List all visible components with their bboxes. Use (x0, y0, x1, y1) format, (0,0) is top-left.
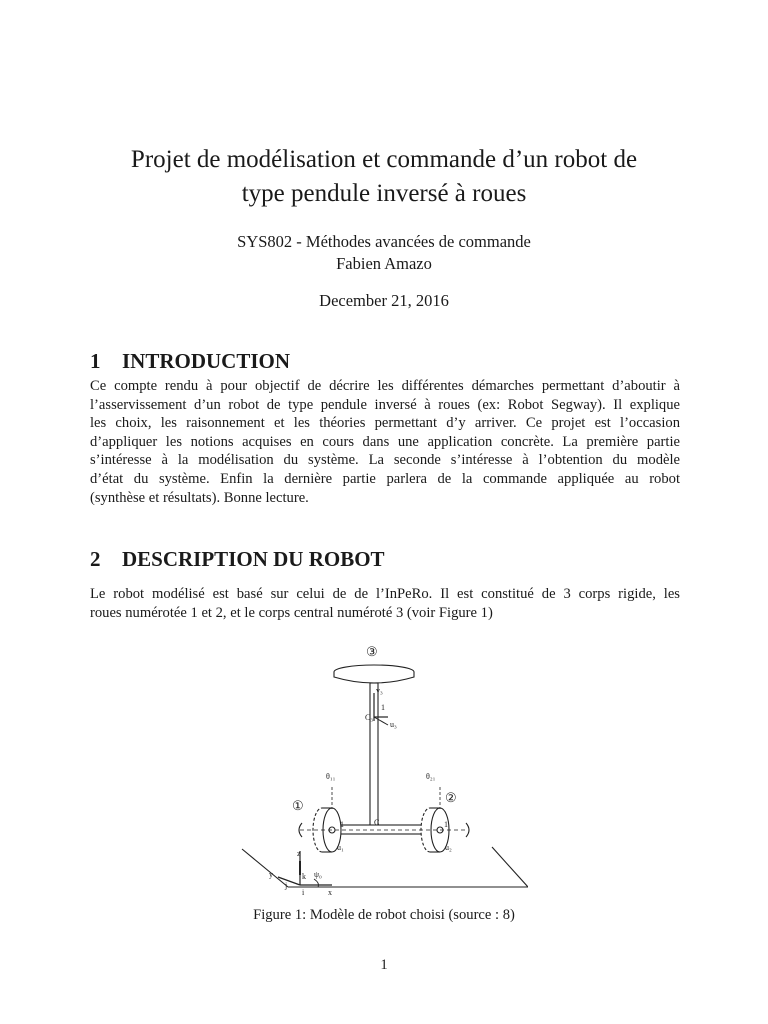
section-heading-description (90, 546, 385, 572)
label-one-left: 1 (340, 820, 344, 829)
ground-edge-left (242, 849, 288, 887)
paragraph-line: s’intéresse à la modélisation du système. La seconde s’intéresse à l’obtention du modèle (90, 452, 680, 469)
document-date: December 21, 2016 (319, 291, 449, 310)
label-axis-x: x (328, 888, 332, 896)
robot-figure (240, 639, 528, 896)
page-number: 1 (380, 957, 388, 973)
paragraph-line: d’état du système. Enfin la dernière partie parlera de la commande appliquée au robot (90, 470, 680, 487)
label-body-1: ① (292, 798, 304, 813)
paragraph-line: les choix, les raisonnement et les théories permettant d’y arriver. Ce projet est l’occasion (90, 415, 680, 432)
paragraph-line: Le robot modélisé est basé sur celui de de l’InPeRo. Il est constitué de 3 corps rigide, les (90, 586, 680, 602)
paragraph-line: roues numérotée 1 et 2, et le corps central numéroté 3 (voir Figure 1) (90, 604, 493, 621)
label-vec-i: i (302, 888, 305, 896)
label-axis-y: y (269, 870, 273, 879)
label-body-3: ③ (366, 644, 378, 659)
figure-caption: Figure 1: Modèle de robot choisi (source : 8) (253, 907, 515, 923)
section-heading-introduction (90, 348, 290, 374)
paragraph-line: (synthèse et résultats). Bonne lecture. (90, 489, 309, 506)
label-axis-z: z (297, 849, 301, 858)
author-name: Fabien Amazo (336, 254, 432, 273)
paragraph-line: l’asservissement d’un robot de type pendule inversé à roues (ex: Robot Segway). Il explique (90, 396, 680, 413)
label-u-right: u₂ (445, 843, 452, 852)
course-name: SYS802 - Méthodes avancées de commande (237, 232, 531, 251)
document-title (84, 143, 684, 211)
paragraph-line: d’appliquer les notions acquises en cours dans une application concrète. La première partie (90, 433, 680, 450)
label-vec-k: k (302, 872, 306, 881)
title-line-1: Projet de modélisation et commande d’un robot de (130, 146, 638, 173)
robot-diagram (240, 639, 528, 896)
label-top-v: v₃ (376, 686, 383, 695)
label-vec-j: j (285, 881, 288, 890)
section-title: INTRODUCTION (122, 349, 291, 373)
paragraph-line: Ce compte rendu à pour objectif de décrire les différentes démarches permettant d’aboutir à (90, 378, 680, 394)
section-title: DESCRIPTION DU ROBOT (122, 547, 385, 571)
top-plate-rim (334, 672, 414, 683)
description-paragraph (90, 585, 680, 622)
ground-edge-right (492, 847, 528, 887)
psi-arc (314, 879, 319, 887)
rotation-arc-right (466, 823, 469, 837)
title-line-2: type pendule inversé à roues (241, 180, 527, 207)
label-body-2: ② (445, 790, 457, 805)
section-number: 2 (90, 547, 101, 571)
label-c-top: C₃ (365, 713, 374, 722)
introduction-paragraph (90, 377, 680, 507)
label-one-right: 1 (444, 820, 448, 829)
section-number: 1 (90, 349, 101, 373)
label-psi: ψ₀ (314, 870, 322, 879)
label-c-axle: C (374, 818, 380, 827)
label-theta-2: θ₂₁ (426, 772, 436, 781)
label-one-top: 1 (381, 703, 385, 712)
label-theta-1: θ₁₁ (326, 772, 336, 781)
label-u-left: u₁ (337, 843, 344, 852)
label-u-top: u₃ (390, 720, 397, 729)
